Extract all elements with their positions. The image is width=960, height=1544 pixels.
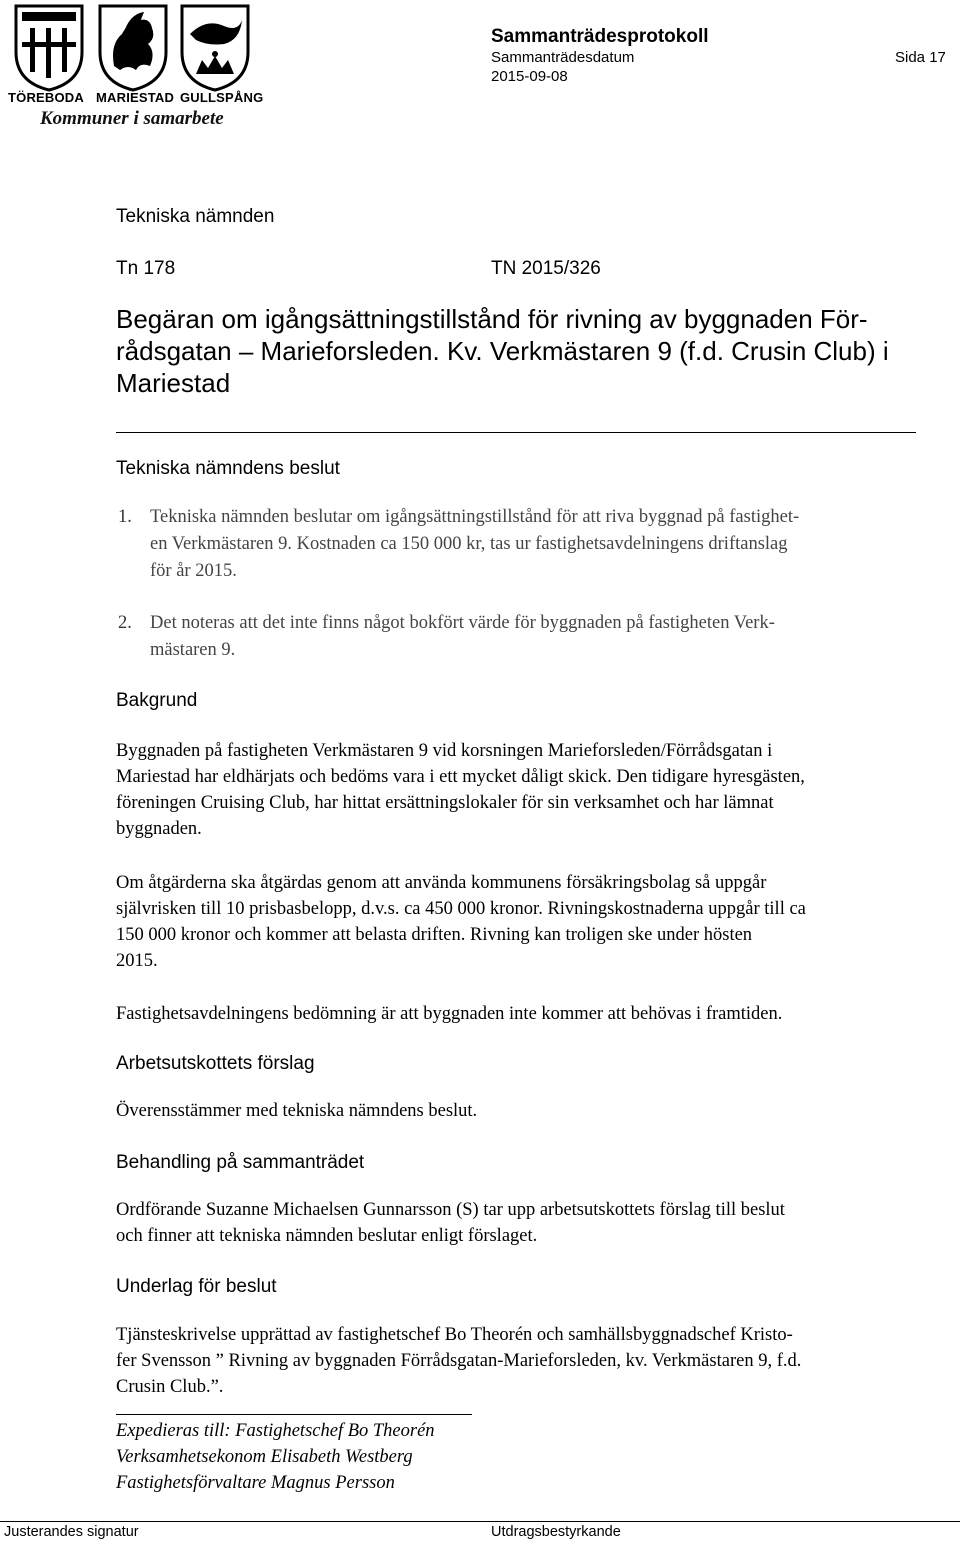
basis-line: Tjänsteskrivelse upprättad av fastighetschef Bo Theorén och samhällsbyggnadschef Kristo- bbox=[116, 1325, 793, 1345]
meeting-date-label: Sammanträdesdatum bbox=[491, 49, 635, 66]
handling-heading: Behandling på sammanträdet bbox=[116, 1152, 365, 1173]
item-title-line: Begäran om igångsättningstillstånd för rivning av byggnaden För- bbox=[116, 304, 868, 334]
logo-name-mariestad: MARIESTAD bbox=[96, 90, 175, 105]
background-line: föreningen Cruising Club, har hittat ersättningslokaler för sin verksamhet och har lämnat bbox=[116, 793, 774, 813]
committee-name: Tekniska nämnden bbox=[116, 206, 275, 227]
proposal-heading: Arbetsutskottets förslag bbox=[116, 1053, 315, 1074]
background-line: Fastighetsavdelningens bedömning är att byggnaden inte kommer att behövas i framtiden. bbox=[116, 1004, 783, 1024]
footer-divider bbox=[0, 1521, 960, 1522]
background-line: självrisken till 10 prisbasbelopp, d.v.s. ca 450 000 kronor. Rivningskostnaderna uppgår till ca bbox=[116, 899, 806, 919]
handling-line: Ordförande Suzanne Michaelsen Gunnarsson (S) tar upp arbetsutskottets förslag till beslut bbox=[116, 1200, 785, 1220]
decision-item-number: 1. bbox=[118, 507, 132, 527]
dispatch-divider bbox=[116, 1414, 472, 1415]
dispatch-line: Fastighetsförvaltare Magnus Persson bbox=[116, 1473, 395, 1493]
logo-name-toreboda: TÖREBODA bbox=[8, 90, 84, 105]
decision-item-line: Tekniska nämnden beslutar om igångsättningstillstånd för att riva byggnad på fastighet- bbox=[150, 507, 800, 527]
decision-item-number: 2. bbox=[118, 613, 132, 633]
footer-signature-label: Justerandes signatur bbox=[4, 1524, 139, 1540]
background-line: byggnaden. bbox=[116, 819, 202, 839]
decision-item-line: en Verkmästaren 9. Kostnaden ca 150 000 kr, tas ur fastighetsavdelningens driftanslag bbox=[150, 534, 788, 554]
toreboda-shield-icon bbox=[16, 6, 82, 90]
basis-line: Crusin Club.”. bbox=[116, 1377, 224, 1397]
item-title-line: rådsgatan – Marieforsleden. Kv. Verkmästaren 9 (f.d. Crusin Club) i bbox=[116, 336, 889, 366]
decision-heading: Tekniska nämndens beslut bbox=[116, 458, 340, 479]
basis-line: fer Svensson ” Rivning av byggnaden Förrådsgatan-Marieforsleden, kv. Verkmästaren 9, f.d. bbox=[116, 1351, 802, 1371]
page-number: Sida 17 bbox=[895, 49, 946, 66]
document-title: Sammanträdesprotokoll bbox=[491, 26, 709, 47]
meeting-date: 2015-09-08 bbox=[491, 68, 568, 85]
handling-line: och finner att tekniska nämnden beslutar enligt förslaget. bbox=[116, 1226, 538, 1246]
logo-name-gullspang: GULLSPÅNG bbox=[180, 90, 264, 105]
background-heading: Bakgrund bbox=[116, 690, 198, 711]
background-line: Om åtgärderna ska åtgärdas genom att använda kommunens försäkringsbolag så uppgår bbox=[116, 873, 767, 893]
dispatch-line: Expedieras till: Fastighetschef Bo Theorén bbox=[116, 1421, 435, 1441]
decision-item-line: för år 2015. bbox=[150, 561, 237, 581]
footer-certification-label: Utdragsbestyrkande bbox=[491, 1524, 621, 1540]
background-line: 150 000 kronor och kommer att belasta driften. Rivning kan troligen ske under hösten bbox=[116, 925, 753, 945]
background-line: 2015. bbox=[116, 951, 158, 971]
title-divider bbox=[116, 432, 916, 433]
item-title-line: Mariestad bbox=[116, 368, 231, 398]
logo-tagline: Kommuner i samarbete bbox=[40, 108, 224, 129]
coat-of-arms-icons bbox=[10, 4, 260, 92]
gullspang-shield-icon bbox=[182, 6, 248, 90]
basis-heading: Underlag för beslut bbox=[116, 1276, 277, 1297]
case-number: Tn 178 bbox=[116, 258, 176, 279]
background-line: Byggnaden på fastigheten Verkmästaren 9 vid korsningen Marieforsleden/Förrådsgatan i bbox=[116, 741, 773, 761]
case-reference: TN 2015/326 bbox=[491, 258, 601, 279]
proposal-text: Överensstämmer med tekniska nämndens beslut. bbox=[116, 1101, 478, 1121]
decision-item-line: mästaren 9. bbox=[150, 640, 236, 660]
decision-item-line: Det noteras att det inte finns något bokfört värde för byggnaden på fastigheten Verk- bbox=[150, 613, 775, 633]
dispatch-line: Verksamhetsekonom Elisabeth Westberg bbox=[116, 1447, 413, 1467]
background-line: Mariestad har eldhärjats och bedöms vara i ett mycket dåligt skick. Den tidigare hyresgästen, bbox=[116, 767, 805, 787]
mariestad-shield-icon bbox=[100, 6, 166, 90]
